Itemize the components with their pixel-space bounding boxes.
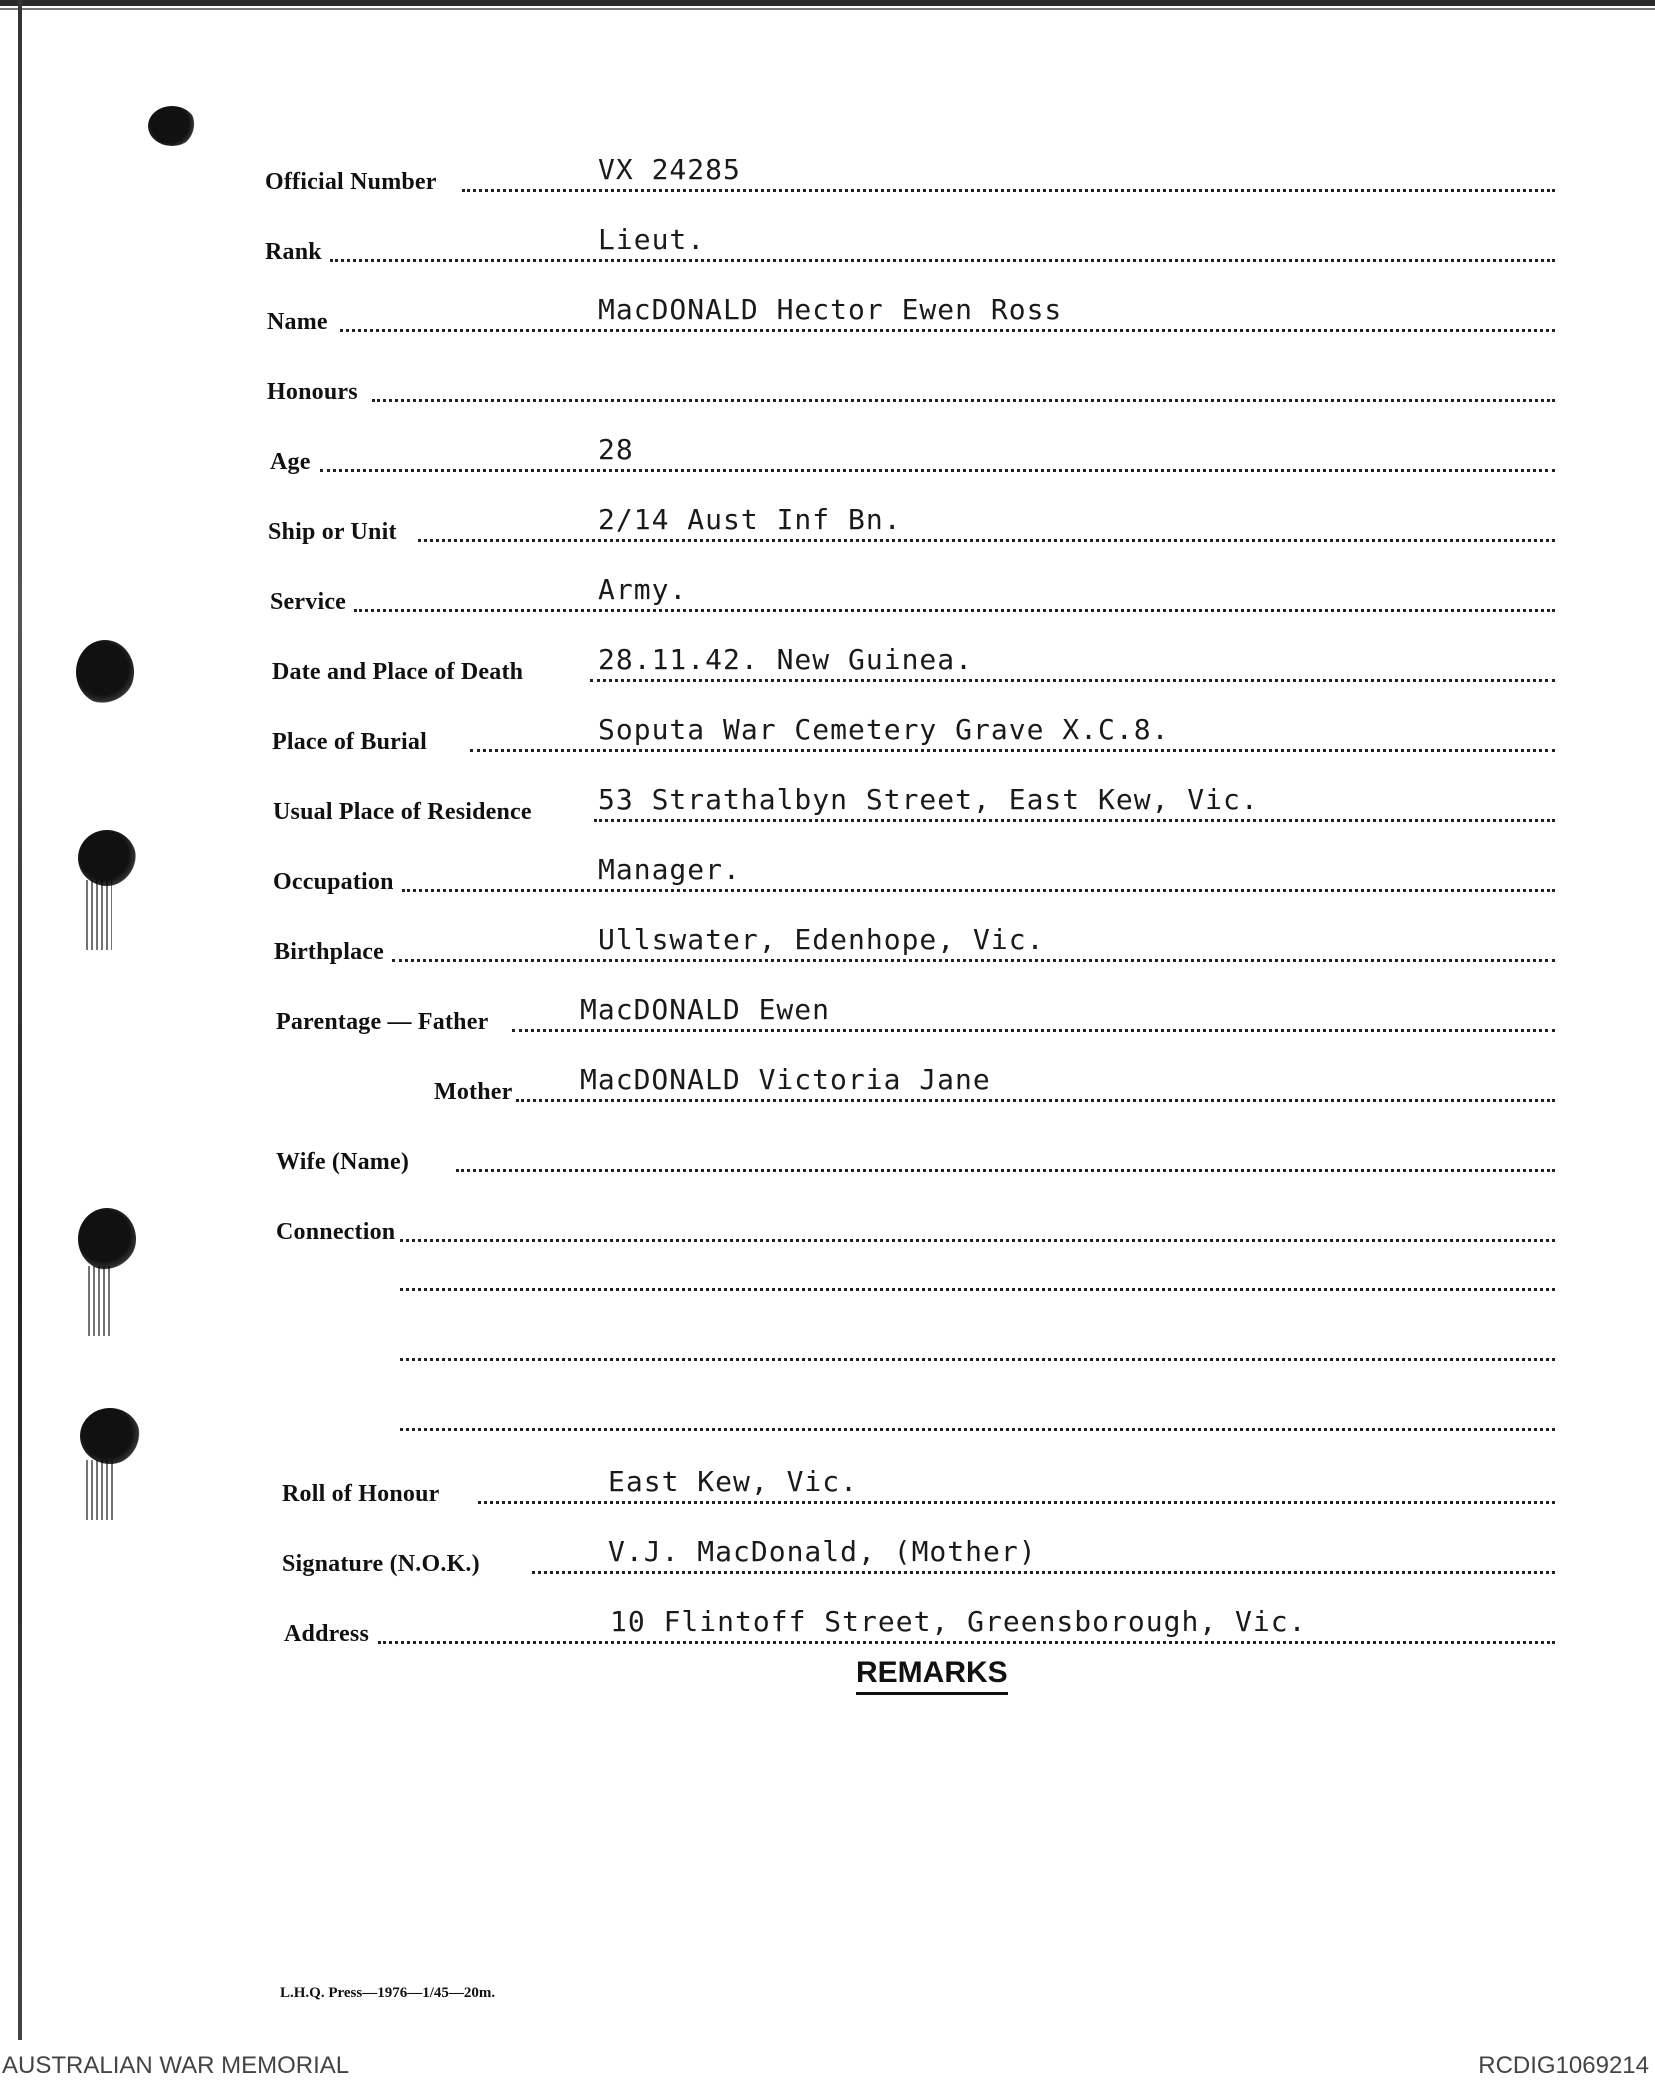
dotted-line bbox=[354, 609, 1555, 612]
field-label: Address bbox=[284, 1621, 369, 1647]
dotted-line bbox=[478, 1501, 1555, 1504]
footer-institution: AUSTRALIAN WAR MEMORIAL bbox=[2, 2052, 350, 2079]
dotted-line bbox=[400, 1239, 1555, 1242]
dotted-line bbox=[590, 679, 1555, 682]
dotted-line bbox=[372, 399, 1555, 402]
field-address bbox=[0, 1588, 1655, 1648]
dotted-line bbox=[418, 539, 1555, 542]
archive-footer bbox=[0, 2046, 1655, 2082]
field-label: Roll of Honour bbox=[282, 1481, 440, 1507]
field-wife-name bbox=[0, 1116, 1655, 1176]
dotted-line bbox=[456, 1169, 1555, 1172]
field-parentage-mother bbox=[0, 1046, 1655, 1106]
dotted-line bbox=[330, 259, 1555, 262]
field-occupation bbox=[0, 836, 1655, 896]
field-value: VX 24285 bbox=[598, 153, 741, 186]
field-value: Soputa War Cemetery Grave X.C.8. bbox=[598, 713, 1170, 746]
field-label: Connection bbox=[276, 1219, 396, 1245]
field-parentage-father bbox=[0, 976, 1655, 1036]
field-label: Date and Place of Death bbox=[272, 659, 524, 685]
dotted-line bbox=[516, 1099, 1555, 1102]
connection-dotted-line-4 bbox=[400, 1428, 1555, 1431]
field-name bbox=[0, 276, 1655, 336]
field-value: 28 bbox=[598, 433, 634, 466]
dotted-line bbox=[320, 469, 1555, 472]
field-birthplace bbox=[0, 906, 1655, 966]
field-value: 28.11.42. New Guinea. bbox=[598, 643, 974, 676]
field-value: 2/14 Aust Inf Bn. bbox=[598, 503, 902, 536]
field-date-place-of-death bbox=[0, 626, 1655, 686]
field-service bbox=[0, 556, 1655, 616]
field-official-number bbox=[0, 136, 1655, 196]
dotted-line bbox=[340, 329, 1555, 332]
field-label: Parentage — Father bbox=[276, 1009, 489, 1035]
field-value: Lieut. bbox=[598, 223, 706, 256]
field-label: Honours bbox=[267, 379, 358, 405]
field-age bbox=[0, 416, 1655, 476]
field-value: East Kew, Vic. bbox=[608, 1465, 859, 1498]
field-rank bbox=[0, 206, 1655, 266]
dotted-line bbox=[532, 1571, 1555, 1574]
field-connection bbox=[0, 1186, 1655, 1246]
press-mark: L.H.Q. Press—1976—1/45—20m. bbox=[280, 1985, 496, 2001]
field-value: Ullswater, Edenhope, Vic. bbox=[598, 923, 1045, 956]
scan-top-edge-line bbox=[0, 8, 1655, 10]
footer-reference-id: RCDIG1069214 bbox=[1478, 2052, 1649, 2079]
field-label: Occupation bbox=[273, 869, 394, 895]
dotted-line bbox=[470, 749, 1555, 752]
punch-hole-smear-4 bbox=[88, 1266, 112, 1336]
field-signature-nok bbox=[0, 1518, 1655, 1578]
field-value: Manager. bbox=[598, 853, 741, 886]
field-value: MacDONALD Ewen bbox=[580, 993, 831, 1026]
remarks-heading: REMARKS bbox=[856, 1656, 1008, 1695]
field-value: Army. bbox=[598, 573, 688, 606]
dotted-line bbox=[402, 889, 1555, 892]
field-label: Rank bbox=[265, 239, 322, 265]
field-value: V.J. MacDonald, (Mother) bbox=[608, 1535, 1037, 1568]
field-label: Official Number bbox=[265, 169, 437, 195]
field-value: MacDONALD Hector Ewen Ross bbox=[598, 293, 1063, 326]
dotted-line bbox=[512, 1029, 1555, 1032]
field-place-of-burial bbox=[0, 696, 1655, 756]
field-value: 53 Strathalbyn Street, East Kew, Vic. bbox=[598, 783, 1259, 816]
connection-dotted-line-3 bbox=[400, 1358, 1555, 1361]
connection-dotted-line-2 bbox=[400, 1288, 1555, 1291]
field-label: Place of Burial bbox=[272, 729, 427, 755]
field-label: Mother bbox=[434, 1079, 513, 1105]
field-label: Name bbox=[267, 309, 328, 335]
field-label: Usual Place of Residence bbox=[273, 799, 532, 825]
field-roll-of-honour bbox=[0, 1448, 1655, 1508]
field-label: Signature (N.O.K.) bbox=[282, 1551, 480, 1577]
field-honours bbox=[0, 346, 1655, 406]
field-usual-place-of-residence bbox=[0, 766, 1655, 826]
dotted-line bbox=[594, 819, 1555, 822]
field-label: Ship or Unit bbox=[268, 519, 397, 545]
field-label: Birthplace bbox=[274, 939, 384, 965]
dotted-line bbox=[462, 189, 1555, 192]
field-label: Wife (Name) bbox=[276, 1149, 410, 1175]
field-ship-or-unit bbox=[0, 486, 1655, 546]
field-value: MacDONALD Victoria Jane bbox=[580, 1063, 991, 1096]
field-label: Service bbox=[270, 589, 347, 615]
scan-top-edge bbox=[0, 0, 1655, 6]
dotted-line bbox=[392, 959, 1555, 962]
dotted-line bbox=[378, 1641, 1555, 1644]
field-label: Age bbox=[270, 449, 311, 475]
field-value: 10 Flintoff Street, Greensborough, Vic. bbox=[610, 1605, 1307, 1638]
